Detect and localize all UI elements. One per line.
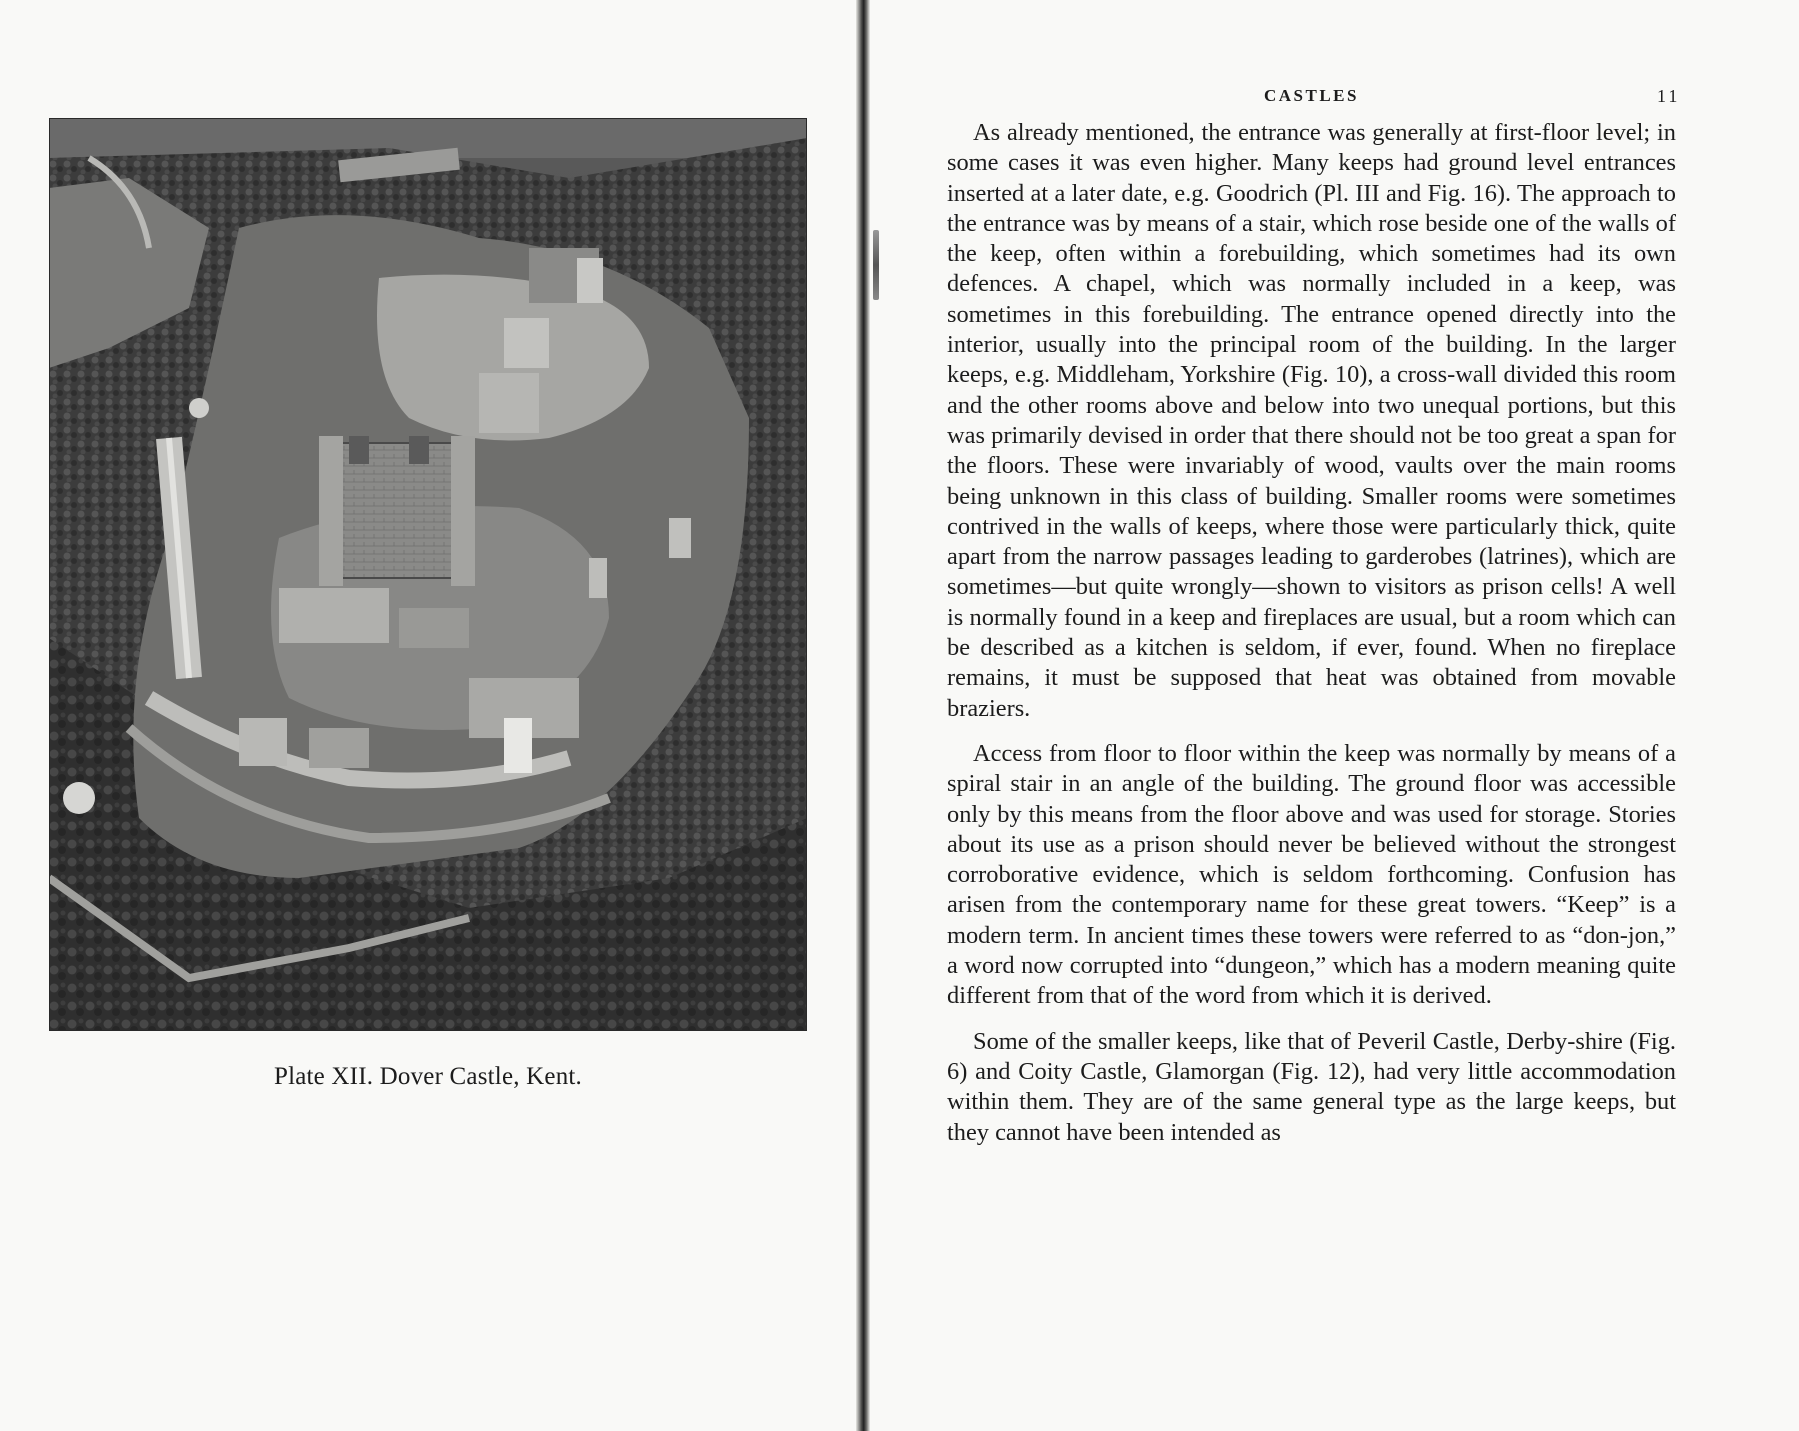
running-head: CASTLES xyxy=(1264,86,1359,105)
binding-staple xyxy=(873,230,879,300)
paragraph: Some of the smaller keeps, like that of Peveril Castle, Derby-shire (Fig. 6) and Coity Castle, Glamorgan (Fig. 12), had very little accommodation within them. They are of the same general type as the large keeps, but they cannot have been intended as xyxy=(947,1027,1676,1146)
body-text xyxy=(947,118,1676,1148)
paragraph: As already mentioned, the entrance was generally at first-floor level; in some cases it was even higher. Many keeps had ground level entrances inserted at a later date, e.g. Goodrich (Pl. III and Fig. 16). The approach to the entrance was by means of a stair, which rose beside one of the walls of the keep, often within a forebuilding, which sometimes had its own defences. A chapel, which was normally included in a keep, was sometimes in this forebuilding. The entrance opened directly into the interior, usually into the principal room of the building. In the larger keeps, e.g. Middleham, Yorkshire (Fig. 10), a cross-wall divided this room and the other rooms above and below into two unequal portions, but this was primarily devised in order that there should not be too great a span for the floors. These were invariably of wood, vaults over the main rooms being unknown in this class of building. Smaller rooms were sometimes contrived in the walls of keeps, where those were particularly thick, quite apart from the narrow passages leading to garderobes (latrines), which are sometimes—but quite wrongly—shown to visitors as prison cells! A well is normally found in a keep and fireplaces are usual, but a room which can be described as a kitchen is seldom, if ever, found. When no fireplace remains, it must be supposed that heat was obtained from movable braziers. xyxy=(947,119,1676,722)
book-gutter xyxy=(856,0,870,1431)
page-number: 11 xyxy=(1657,86,1681,106)
plate-caption: Plate XII. Dover Castle, Kent. xyxy=(273,1063,582,1090)
left-page xyxy=(0,0,862,1431)
plate-photograph xyxy=(49,118,807,1031)
paragraph: Access from floor to floor within the keep was normally by means of a spiral stair in an angle of the building. The ground floor was accessible only by this means from the floor above and was used for storage. Stories about its use as a prison should never be believed without the strongest corroborative evidence, which is seldom forthcoming. Confusion has arisen from the contemporary name for these great towers. “Keep” is a modern term. In ancient times these towers were referred to as “don-jon,” a word now corrupted into “dungeon,” which has a modern meaning quite different from that of the word from which it is derived. xyxy=(947,739,1676,1010)
